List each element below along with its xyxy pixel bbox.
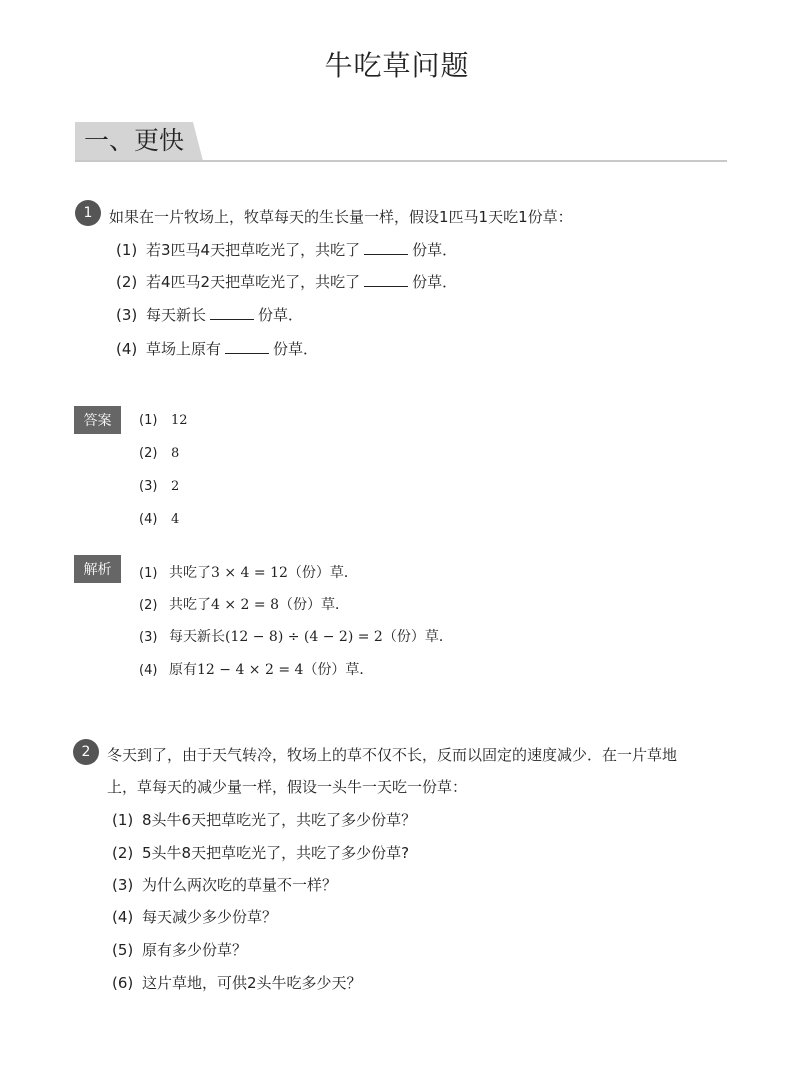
item-text: 为什么两次吃的草量不一样？ bbox=[142, 876, 338, 894]
question-item bbox=[116, 304, 303, 325]
analysis-math: 4 × 2 = 8 bbox=[211, 597, 279, 613]
item-number: (1) bbox=[139, 413, 158, 428]
answer-value: 4 bbox=[171, 512, 180, 527]
answer-value: 12 bbox=[171, 413, 188, 428]
item-number: (3) bbox=[139, 630, 158, 645]
item-number: (1) bbox=[116, 241, 138, 259]
analysis-tag: 解析 bbox=[74, 555, 121, 583]
section-divider bbox=[75, 160, 727, 162]
question-stem: 如果在一片牧场上，牧草每天的生长量一样，假设1匹马1天吃1份草： bbox=[109, 208, 573, 226]
item-text-suffix: 份草． bbox=[412, 273, 458, 291]
answer-blank bbox=[364, 242, 408, 255]
item-number: (2) bbox=[112, 844, 134, 862]
answer-tag: 答案 bbox=[74, 406, 121, 434]
question-item bbox=[112, 906, 277, 927]
answer-item bbox=[139, 479, 179, 494]
answer-item bbox=[139, 413, 188, 428]
answer-blank bbox=[364, 274, 408, 287]
analysis-math: (12 − 8) ÷ (4 − 2) = 2 bbox=[225, 629, 383, 645]
question-item bbox=[112, 842, 409, 863]
analysis-item bbox=[139, 626, 453, 646]
analysis-item bbox=[139, 594, 349, 614]
item-number: (5) bbox=[112, 941, 134, 959]
answer-item bbox=[139, 446, 179, 461]
analysis-math: 12 − 4 × 2 = 4 bbox=[197, 662, 304, 678]
item-text: 5头牛8天把草吃光了，共吃了多少份草? bbox=[142, 844, 410, 862]
item-number: (4) bbox=[116, 340, 138, 358]
item-number: (3) bbox=[139, 479, 158, 494]
page-title: 牛吃草问题 bbox=[324, 49, 470, 82]
item-number: (3) bbox=[116, 306, 138, 324]
item-number: (3) bbox=[112, 876, 134, 894]
item-number: (4) bbox=[139, 663, 158, 678]
item-number: (1) bbox=[139, 566, 158, 581]
item-text: 若4匹马2天把草吃光了，共吃了 bbox=[146, 273, 361, 291]
analysis-item bbox=[139, 659, 373, 679]
analysis-text: 共吃了 bbox=[169, 597, 211, 613]
analysis-text-suffix: （份）草． bbox=[303, 662, 374, 678]
answer-blank bbox=[210, 307, 254, 320]
item-text: 草场上原有 bbox=[146, 340, 222, 358]
item-number: (2) bbox=[139, 446, 158, 461]
item-number: (2) bbox=[139, 598, 158, 613]
item-text-suffix: 份草． bbox=[273, 340, 319, 358]
question-item bbox=[112, 874, 337, 895]
item-text-suffix: 份草． bbox=[258, 306, 304, 324]
analysis-math: 3 × 4 = 12 bbox=[211, 565, 288, 581]
question-item bbox=[112, 939, 247, 960]
analysis-text: 原有 bbox=[169, 662, 197, 678]
answer-item bbox=[139, 512, 179, 527]
question-item bbox=[116, 338, 318, 359]
item-number: (1) bbox=[112, 811, 134, 829]
answer-value: 8 bbox=[171, 446, 180, 461]
question-item bbox=[112, 809, 416, 830]
item-number: (6) bbox=[112, 974, 134, 992]
analysis-item bbox=[139, 562, 358, 582]
analysis-text: 每天新长 bbox=[169, 629, 225, 645]
item-text: 原有多少份草？ bbox=[142, 941, 248, 959]
analysis-text-suffix: （份）草． bbox=[278, 597, 349, 613]
question-item bbox=[112, 972, 362, 993]
section-title: 一、更快 bbox=[84, 126, 185, 155]
item-number: (4) bbox=[112, 908, 134, 926]
item-text: 8头牛6天把草吃光了，共吃了多少份草？ bbox=[142, 811, 417, 829]
analysis-text: 共吃了 bbox=[169, 565, 211, 581]
answer-value: 2 bbox=[171, 479, 180, 494]
item-text: 这片草地，可供2头牛吃多少天？ bbox=[142, 974, 362, 992]
analysis-text-suffix: （份）草． bbox=[382, 629, 453, 645]
question-number-badge: 2 bbox=[73, 739, 99, 765]
answer-blank bbox=[225, 341, 269, 354]
item-text-suffix: 份草． bbox=[412, 241, 458, 259]
question-number-badge: 1 bbox=[75, 200, 101, 226]
item-text: 每天减少多少份草？ bbox=[142, 908, 278, 926]
question-item bbox=[116, 271, 457, 292]
item-text: 若3匹马4天把草吃光了，共吃了 bbox=[146, 241, 361, 259]
question-item bbox=[116, 239, 457, 260]
question-stem-line-1: 冬天到了，由于天气转冷，牧场上的草不仅不长，反而以固定的速度减少．在一片草地 bbox=[107, 746, 678, 764]
item-number: (2) bbox=[116, 273, 138, 291]
analysis-text-suffix: （份）草． bbox=[287, 565, 358, 581]
item-number: (4) bbox=[139, 512, 158, 527]
item-text: 每天新长 bbox=[146, 306, 207, 324]
question-stem-line-2: 上，草每天的减少量一样，假设一头牛一天吃一份草： bbox=[107, 778, 468, 796]
